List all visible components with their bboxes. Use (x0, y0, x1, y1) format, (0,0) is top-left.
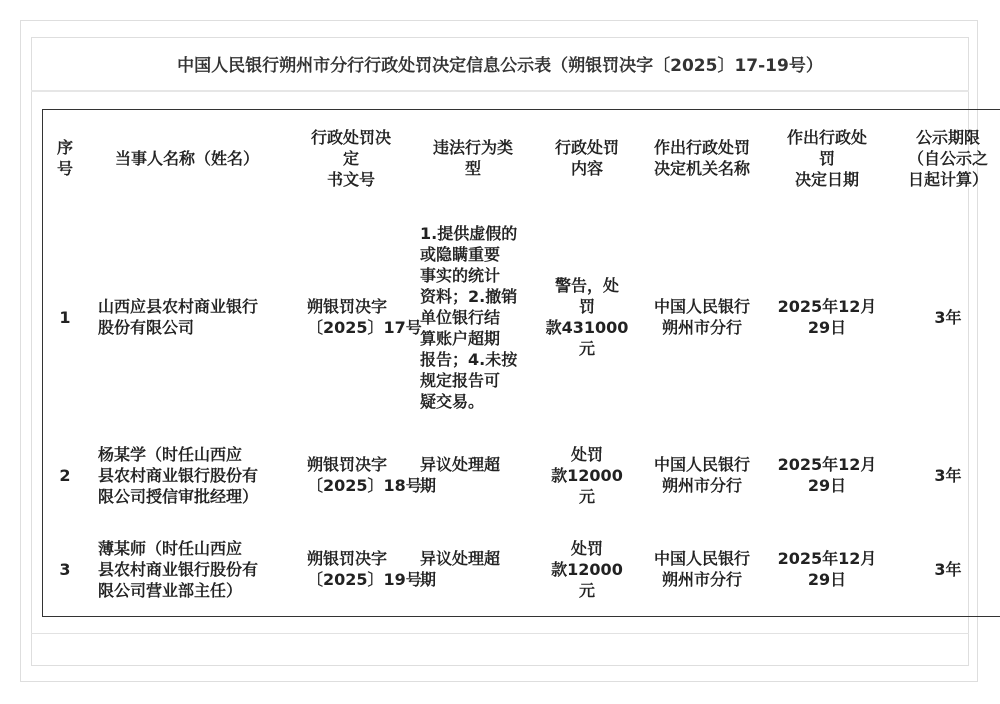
table-row (43, 428, 1000, 522)
row-party: 薄某师（时任山西应 县农村商业银行股份有 限公司营业部主任） (98, 538, 259, 600)
row-authority: 中国人民银行 朔州市分行 (653, 297, 750, 337)
table-header-row (43, 110, 1000, 206)
row-violation: 1.提供虚假的 或隐瞒重要 事实的统计 资料；2.撤销 单位银行结 算账户超期 报告；4.未按 规定报告可 疑交易。 (420, 223, 518, 411)
page-title: 中国人民银行朔州市分行行政处罚决定信息公示表（朔银罚决字〔2025〕17-19号） (31, 37, 969, 92)
row-date: 2025年12月 29日 (777, 455, 877, 495)
row-authority: 中国人民银行 朔州市分行 (653, 549, 750, 589)
row-period: 3年 (934, 559, 962, 579)
row-index: 1 (59, 307, 71, 327)
header-party: 当事人名称（姓名） (114, 148, 259, 168)
row-index: 3 (59, 559, 71, 579)
row-index: 2 (59, 465, 71, 485)
header-penalty: 行政处罚 内容 (554, 138, 619, 178)
header-violation: 违法行为类 型 (432, 138, 513, 178)
row-violation: 异议处理超 期 (420, 455, 501, 495)
row-doc-no: 朔银罚决字 〔2025〕18号 (307, 455, 422, 495)
header-authority: 作出行政处罚 决定机关名称 (653, 138, 750, 178)
row-party: 山西应县农村商业银行 股份有限公司 (98, 297, 259, 337)
row-date: 2025年12月 29日 (777, 549, 877, 589)
row-penalty: 警告，处 罚 款431000 元 (545, 276, 629, 358)
row-violation: 异议处理超 期 (420, 549, 501, 589)
header-doc-no: 行政处罚决 定 书文号 (310, 127, 391, 189)
row-doc-no: 朔银罚决字 〔2025〕19号 (307, 549, 422, 589)
header-date: 作出行政处 罚 决定日期 (786, 127, 867, 189)
row-authority: 中国人民银行 朔州市分行 (653, 455, 750, 495)
header-index: 序 号 (56, 138, 73, 178)
row-penalty: 处罚 款12000 元 (551, 444, 623, 506)
penalty-table (42, 109, 1000, 617)
row-penalty: 处罚 款12000 元 (551, 538, 623, 600)
row-period: 3年 (934, 307, 962, 327)
row-party: 杨某学（时任山西应 县农村商业银行股份有 限公司授信审批经理） (98, 444, 259, 506)
row-period: 3年 (934, 465, 962, 485)
table-row (43, 522, 1000, 616)
footer-divider (31, 633, 969, 634)
row-date: 2025年12月 29日 (777, 297, 877, 337)
table-row (43, 206, 1000, 428)
header-period: 公示期限 （自公示之 日起计算） (907, 127, 988, 189)
row-doc-no: 朔银罚决字 〔2025〕17号 (307, 297, 422, 337)
